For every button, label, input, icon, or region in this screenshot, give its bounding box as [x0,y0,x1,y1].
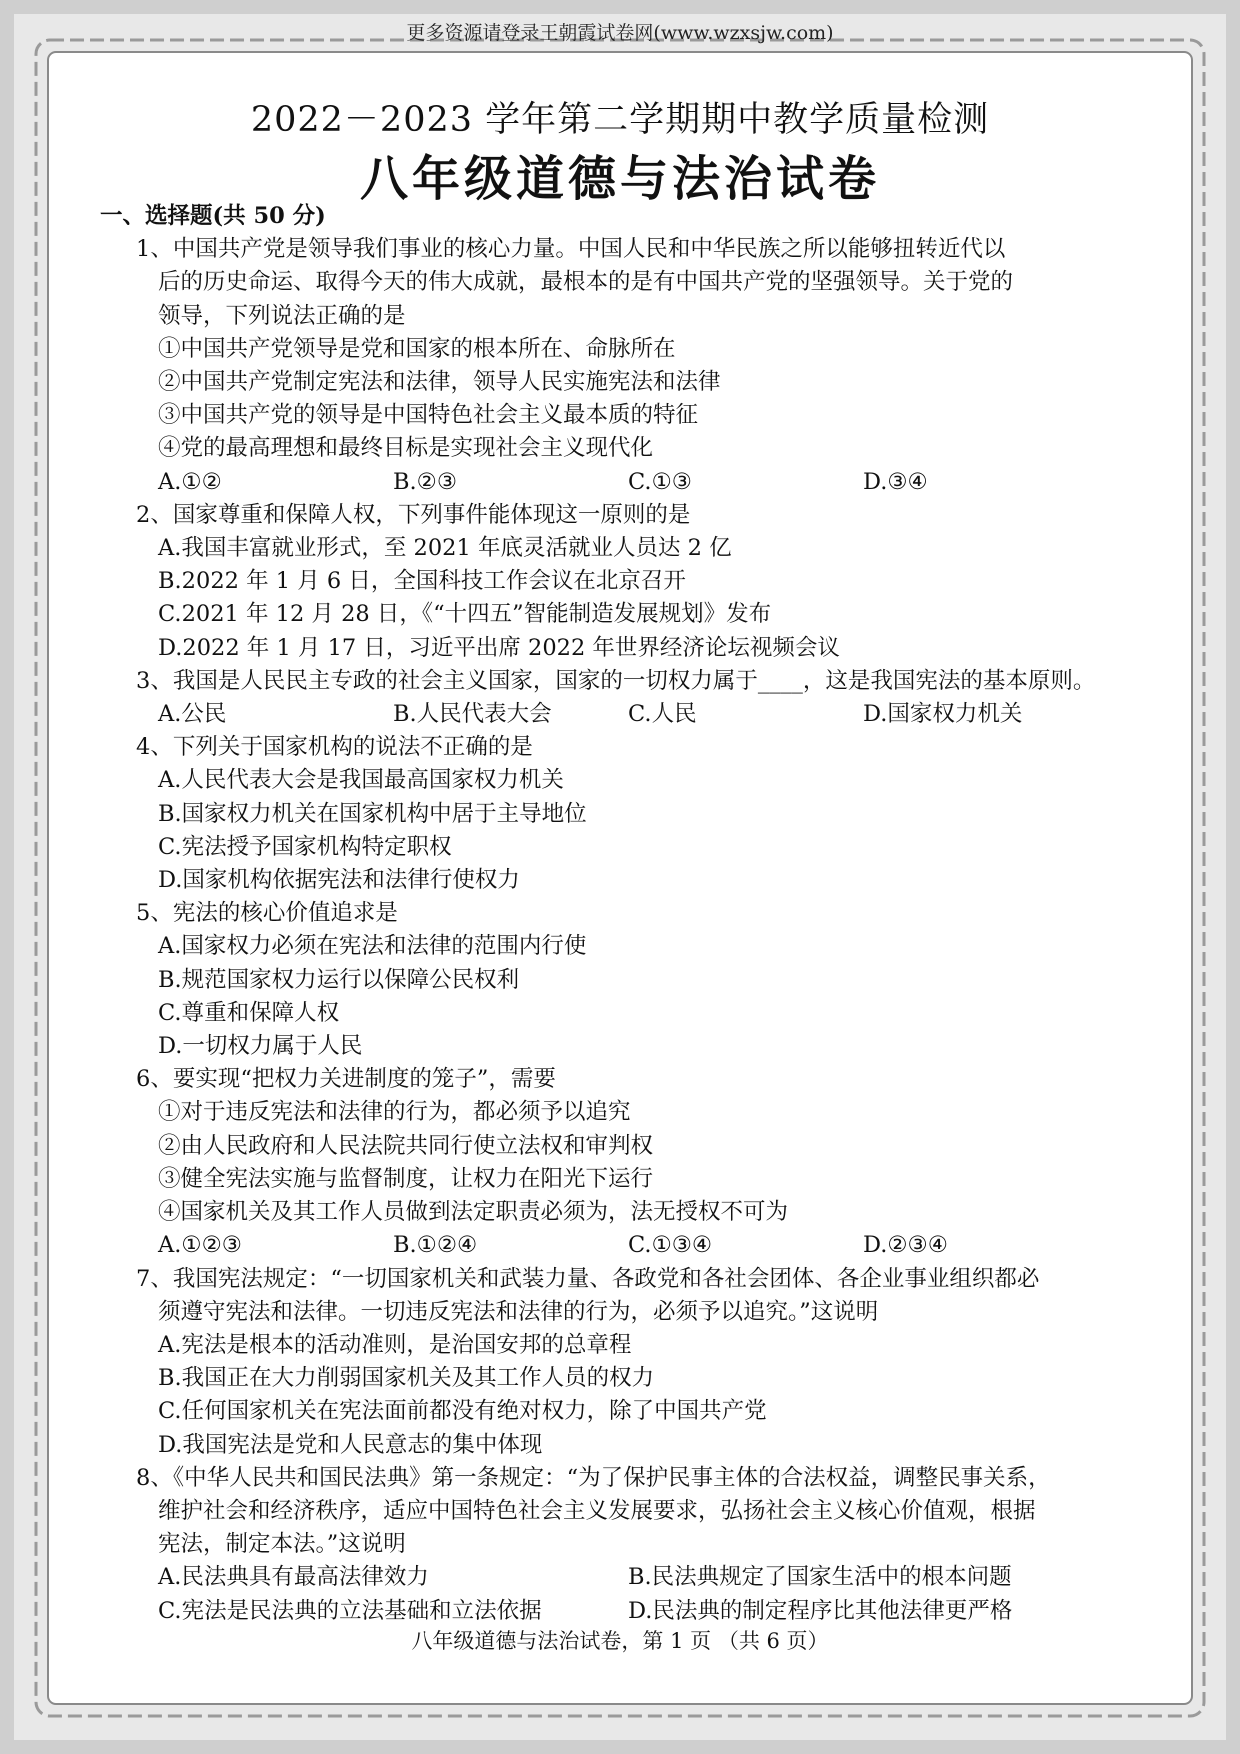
header-note: 更多资源请登录王朝霞试卷网(www.wzxsjw.com) [406,22,834,44]
option-c: C.任何国家机关在宪法面前都没有绝对权力，除了中国共产党 [158,1398,767,1425]
question-stem: 2、国家尊重和保障人权，下列事件能体现这一原则的是 [136,501,691,528]
question-stem: 5、宪法的核心价值追求是 [136,900,398,927]
question-3 [136,665,1150,731]
option-b: B.国家权力机关在国家机构中居于主导地位 [158,800,587,827]
option-a: A.公民 [158,701,227,728]
question-7 [136,1263,1150,1462]
option-a: A.人民代表大会是我国最高国家权力机关 [158,767,564,794]
option-d: D.我国宪法是党和人民意志的集中体现 [158,1431,543,1458]
option-d: D.②③④ [863,1232,948,1259]
question-5 [136,897,1150,1063]
question-1 [136,233,1150,499]
exam-title: 2022－2023 学年第二学期期中教学质量检测 [250,100,990,140]
question-6 [136,1063,1150,1262]
question-stem: 4、下列关于国家机构的说法不正确的是 [136,734,533,761]
option-c: C.①③ [628,468,692,495]
option-b: B.2022 年 1 月 6 日，全国科技工作会议在北京召开 [158,568,686,595]
section-title: 一、选择题(共 50 分) [100,203,326,229]
statement: ②中国共产党制定宪法和法律，领导人民实施宪法和法律 [158,369,721,396]
option-b: B.规范国家权力运行以保障公民权利 [158,966,520,993]
exam-subject-title: 八年级道德与法治试卷 [359,151,880,207]
question-stem: 3、我国是人民民主专政的社会主义国家，国家的一切权力属于____，这是我国宪法的基本原则。 [136,667,1096,694]
question-stem: 6、要实现“把权力关进制度的笼子”，需要 [136,1066,556,1093]
option-d: D.2022 年 1 月 17 日，习近平出席 2022 年世界经济论坛视频会议 [158,634,840,661]
question-stem: 维护社会和经济秩序，适应中国特色社会主义发展要求，弘扬社会主义核心价值观，根据 [158,1497,1036,1524]
option-a: A.民法典具有最高法律效力 [158,1564,429,1591]
option-row [136,466,1150,499]
option-d: D.民法典的制定程序比其他法律更严格 [628,1597,1013,1624]
option-b: B.人民代表大会 [393,701,552,728]
question-stem: 后的历史命运、取得今天的伟大成就，最根本的是有中国共产党的坚强领导。关于党的 [158,269,1014,296]
question-stem: 8、《中华人民共和国民法典》第一条规定：“为了保护民事主体的合法权益，调整民事关系， [136,1464,1051,1491]
option-d: D.国家机构依据宪法和法律行使权力 [158,867,520,894]
option-c: C.宪法授予国家机构特定职权 [158,833,452,860]
option-c: C.①③④ [628,1232,713,1259]
question-8 [136,1462,1150,1628]
option-d: D.③④ [863,468,928,495]
option-a: A.国家权力必须在宪法和法律的范围内行使 [158,933,587,960]
option-b: B.②③ [393,468,458,495]
statement: ④党的最高理想和最终目标是实现社会主义现代化 [158,435,654,462]
statement: ④国家机关及其工作人员做到法定职责必须为，法无授权不可为 [158,1199,789,1226]
option-b: B.民法典规定了国家生活中的根本问题 [628,1564,1012,1591]
option-a: A.宪法是根本的活动准则，是治国安邦的总章程 [158,1331,632,1358]
option-a: A.①② [158,468,222,495]
option-c: C.宪法是民法典的立法基础和立法依据 [158,1597,542,1624]
option-a: A.我国丰富就业形式，至 2021 年底灵活就业人员达 2 亿 [158,535,732,562]
question-stem: 须遵守宪法和法律。一切违反宪法和法律的行为，必须予以追究。”这说明 [158,1298,879,1325]
question-4 [136,731,1150,897]
option-d: D.一切权力属于人民 [158,1033,363,1060]
option-b: B.①②④ [393,1232,478,1259]
statement: ②由人民政府和人民法院共同行使立法权和审判权 [158,1132,654,1159]
option-row [136,1595,1150,1628]
option-row [136,698,1150,731]
option-b: B.我国正在大力削弱国家机关及其工作人员的权力 [158,1365,655,1392]
question-stem: 领导，下列说法正确的是 [158,302,406,329]
statement: ①对于违反宪法和法律的行为，都必须予以追究 [158,1099,631,1126]
option-c: C.人民 [628,701,697,728]
option-a: A.①②③ [158,1232,242,1259]
statement: ③健全宪法实施与监督制度，让权力在阳光下运行 [158,1165,654,1192]
page-footer: 八年级道德与法治试卷，第 1 页 （共 6 页） [411,1629,829,1653]
option-c: C.2021 年 12 月 28 日，《“十四五”智能制造发展规划》发布 [158,601,772,628]
question-list [100,200,1150,1628]
option-row [136,1229,1150,1262]
statement: ①中国共产党领导是党和国家的根本所在、命脉所在 [158,335,676,362]
option-c: C.尊重和保障人权 [158,999,340,1026]
option-d: D.国家权力机关 [863,701,1023,728]
statement: ③中国共产党的领导是中国特色社会主义最本质的特征 [158,402,699,429]
question-stem: 7、我国宪法规定：“一切国家机关和武装力量、各政党和各社会团体、各企业事业组织都必 [136,1265,1040,1292]
question-stem: 宪法，制定本法。”这说明 [158,1531,406,1558]
option-row [136,1561,1150,1594]
question-2 [136,499,1150,665]
question-stem: 1、中国共产党是领导我们事业的核心力量。中国人民和中华民族之所以能够扭转近代以 [136,236,1006,263]
